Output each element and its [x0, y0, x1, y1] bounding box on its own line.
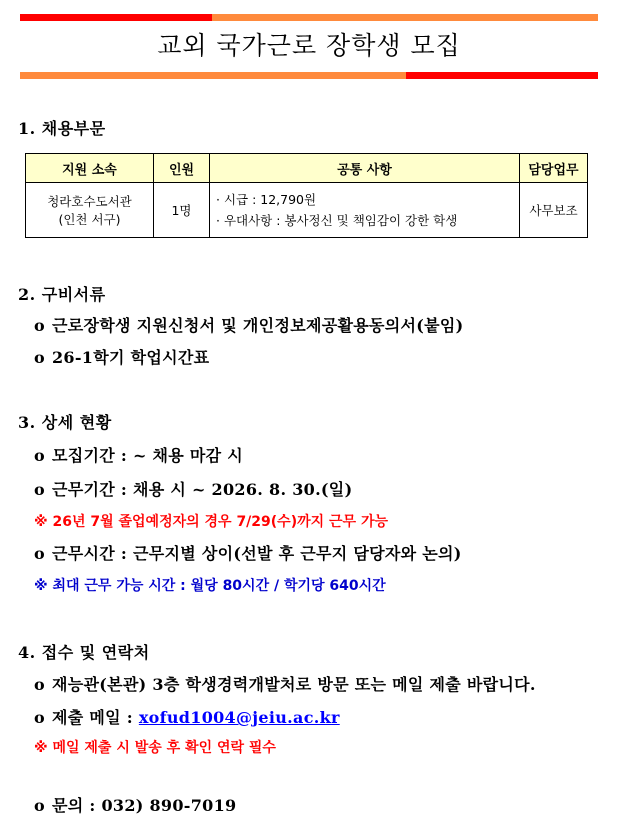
email-note: ※ 메일 제출 시 발송 후 확인 연락 필수: [34, 740, 276, 756]
bullet: o: [34, 316, 45, 335]
list-item-period: [34, 443, 243, 466]
bullet: o: [34, 348, 45, 367]
section3-heading: 3. 상세 현황: [18, 413, 112, 432]
item-text: 26-1학기 학업시간표: [52, 348, 210, 367]
header-duty: 담당업무: [520, 154, 588, 183]
list-item-visit: [34, 672, 536, 695]
page-title: 교외 국가근로 장학생 모집: [157, 31, 461, 60]
cell-dept: [26, 183, 154, 238]
common-line1: · 시급 : 12,790원: [216, 192, 317, 207]
bullet: o: [34, 708, 45, 727]
list-item-docs-2: [34, 345, 209, 368]
list-item-email: [34, 705, 340, 728]
item-text: 근무시간 : 근무지별 상이(선발 후 근무지 담당자와 논의): [52, 544, 462, 563]
item-text: 모집기간 : ~ 채용 마감 시: [52, 446, 244, 465]
header-count: 인원: [154, 154, 210, 183]
item-text: 문의 : 032) 890-7019: [52, 796, 237, 815]
list-item-work-period: [34, 477, 352, 500]
bottom-red-bar: [406, 72, 598, 79]
list-item-docs-1: [34, 313, 464, 336]
dept-line2: (인천 서구): [58, 212, 121, 227]
bullet: o: [34, 446, 45, 465]
header-dept: 지원 소속: [26, 154, 154, 183]
bullet: o: [34, 675, 45, 694]
section1-heading: 1. 채용부문: [18, 119, 106, 138]
item-text: 재능관(본관) 3층 학생경력개발처로 방문 또는 메일 제출 바랍니다.: [52, 675, 536, 694]
email-link[interactable]: xofud1004@jeiu.ac.kr: [138, 708, 340, 727]
bullet: o: [34, 480, 45, 499]
graduation-note: ※ 26년 7월 졸업예정자의 경우 7/29(수)까지 근무 가능: [34, 514, 388, 530]
bullet: o: [34, 796, 45, 815]
top-red-bar: [20, 14, 212, 21]
header-common: 공통 사항: [210, 154, 520, 183]
item-text: 근무기간 : 채용 시 ~ 2026. 8. 30.(일): [52, 480, 353, 499]
recruitment-table: [25, 153, 588, 238]
item-text: 근로장학생 지원신청서 및 개인정보제공활용동의서(붙임): [52, 316, 464, 335]
cell-duty: 사무보조: [520, 183, 588, 238]
bottom-orange-bar: [20, 72, 406, 79]
list-item-work-time: [34, 541, 462, 564]
dept-line1: 청라호수도서관: [47, 194, 132, 209]
section2-heading: 2. 구비서류: [18, 285, 106, 304]
max-hours-note: ※ 최대 근무 가능 시간 : 월당 80시간 / 학기당 640시간: [34, 578, 386, 594]
table-row: [26, 183, 588, 238]
top-orange-bar: [212, 14, 598, 21]
table-header-row: [26, 154, 588, 183]
cell-common: [210, 183, 520, 238]
bullet: o: [34, 544, 45, 563]
common-line2: · 우대사항 : 봉사정신 및 책임감이 강한 학생: [216, 213, 458, 228]
cell-count: 1명: [154, 183, 210, 238]
list-item-contact: [34, 793, 236, 816]
email-label: 제출 메일 :: [52, 708, 139, 727]
section4-heading: 4. 접수 및 연락처: [18, 643, 150, 662]
